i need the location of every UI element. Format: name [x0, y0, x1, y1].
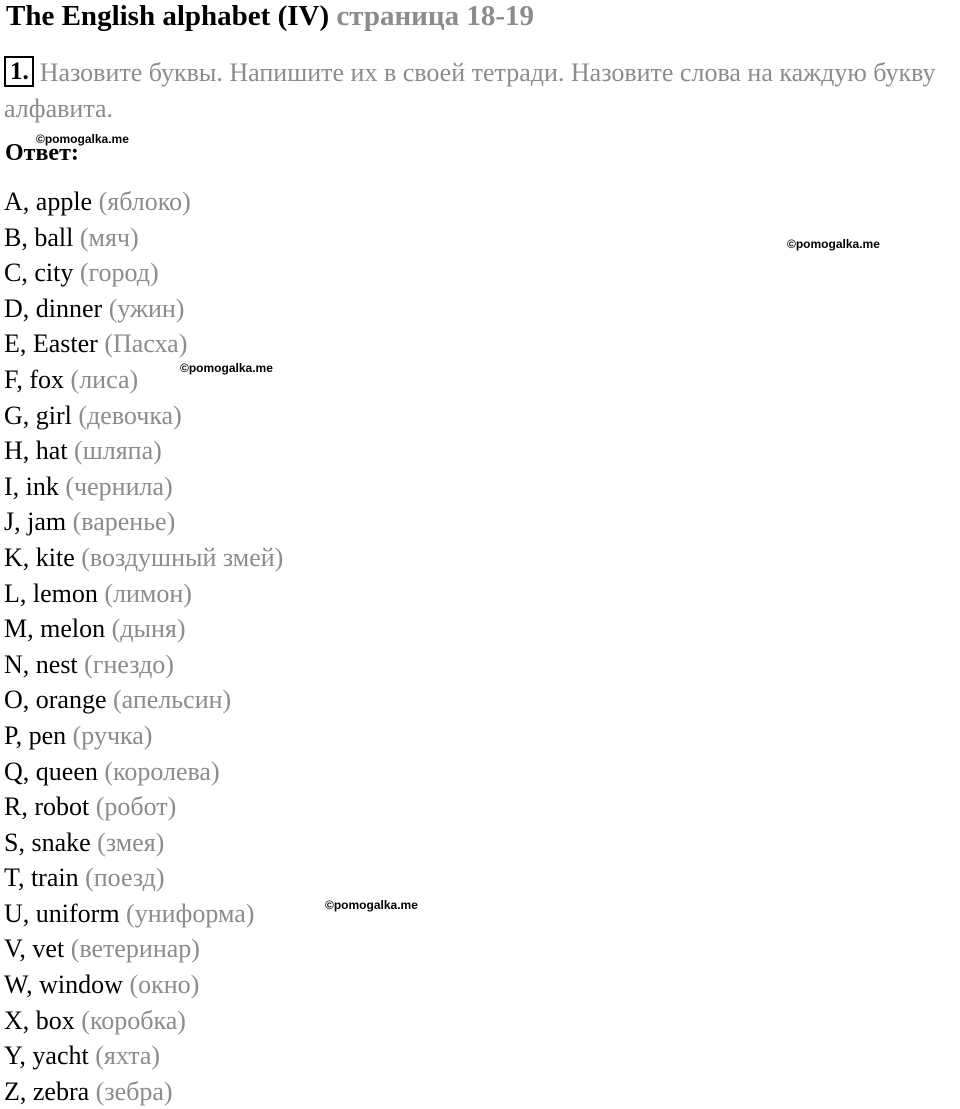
alphabet-word-item — [4, 1074, 283, 1109]
alphabet-word-item — [4, 825, 283, 861]
russian-translation: (окно) — [129, 970, 200, 1000]
english-word: A, apple — [4, 187, 93, 216]
page-title — [6, 0, 534, 34]
alphabet-word-item — [4, 682, 283, 718]
russian-translation: (униформа) — [126, 898, 255, 928]
russian-translation: (девочка) — [78, 400, 182, 430]
russian-translation: (королева) — [104, 756, 220, 786]
russian-translation: (воздушный змей) — [81, 542, 284, 572]
english-word: U, uniform — [4, 898, 120, 928]
alphabet-word-item — [4, 184, 283, 220]
russian-translation: (дыня) — [111, 614, 186, 644]
english-word: H, hat — [4, 436, 68, 466]
english-word: V, vet — [4, 934, 65, 964]
english-word: P, pen — [4, 720, 67, 750]
english-word: S, snake — [4, 827, 91, 857]
russian-translation: (ветеринар) — [70, 934, 200, 964]
alphabet-word-item — [4, 1038, 283, 1074]
alphabet-word-item — [4, 291, 283, 327]
alphabet-word-item — [4, 931, 283, 967]
russian-translation: (змея) — [97, 827, 165, 857]
russian-translation: (робот) — [95, 792, 177, 822]
russian-translation: (чернила) — [65, 471, 173, 501]
alphabet-word-item — [4, 255, 283, 291]
watermark: ©pomogalka.me — [180, 361, 273, 375]
alphabet-word-item — [4, 504, 283, 540]
alphabet-word-item — [4, 754, 283, 790]
russian-translation: (зебра) — [95, 1076, 173, 1106]
russian-translation: (апельсин) — [113, 685, 232, 715]
russian-translation: (коробка) — [81, 1005, 186, 1035]
alphabet-word-item — [4, 469, 283, 505]
english-word: D, dinner — [4, 293, 103, 323]
russian-translation: (город) — [79, 258, 159, 288]
alphabet-word-item — [4, 540, 283, 576]
watermark: ©pomogalka.me — [787, 237, 880, 251]
alphabet-word-item — [4, 362, 283, 398]
english-word: F, fox — [4, 364, 65, 394]
alphabet-word-item — [4, 326, 283, 362]
english-word: R, robot — [4, 792, 90, 822]
english-word: Y, yacht — [4, 1041, 89, 1071]
alphabet-word-item — [4, 789, 283, 825]
answer-word-list — [4, 184, 283, 1109]
russian-translation: (лимон) — [104, 578, 192, 608]
alphabet-word-item — [4, 220, 283, 256]
watermark: ©pomogalka.me — [36, 132, 129, 146]
english-word: T, train — [4, 863, 79, 893]
russian-translation: (ручка) — [72, 720, 153, 750]
alphabet-word-item — [4, 611, 283, 647]
alphabet-word-item — [4, 718, 283, 754]
english-word: C, city — [4, 258, 74, 288]
english-word: K, kite — [4, 542, 75, 572]
task-block — [4, 55, 954, 127]
english-word: Z, zebra — [4, 1076, 90, 1106]
english-word: Q, queen — [4, 756, 98, 786]
task-number-badge: 1. — [4, 56, 34, 87]
russian-translation: (варенье) — [72, 507, 176, 537]
watermark: ©pomogalka.me — [325, 898, 418, 912]
alphabet-word-item — [4, 860, 283, 896]
alphabet-word-item — [4, 576, 283, 612]
russian-translation: (яблоко) — [98, 187, 191, 216]
english-word: E, Easter — [4, 329, 98, 359]
english-word: B, ball — [4, 222, 74, 252]
english-word: I, ink — [4, 471, 59, 501]
russian-translation: (мяч) — [79, 222, 139, 252]
alphabet-word-item — [4, 647, 283, 683]
alphabet-word-item — [4, 1003, 283, 1039]
english-word: J, jam — [4, 507, 67, 537]
russian-translation: (Пасха) — [104, 329, 188, 359]
russian-translation: (шляпа) — [74, 436, 162, 466]
russian-translation: (яхта) — [95, 1041, 161, 1071]
english-word: O, orange — [4, 685, 107, 715]
russian-translation: (гнездо) — [84, 649, 174, 679]
alphabet-word-item — [4, 896, 283, 932]
task-instruction: Назовите буквы. Напишите их в своей тетради. Назовите слова на каждую букву алфавита. — [4, 58, 936, 123]
english-word: M, melon — [4, 614, 106, 644]
title-page-ref: страница 18-19 — [336, 0, 534, 32]
russian-translation: (ужин) — [108, 293, 185, 323]
english-word: N, nest — [4, 649, 78, 679]
alphabet-word-item — [4, 398, 283, 434]
answer-label: Ответ: — [5, 140, 79, 166]
english-word: W, window — [4, 970, 123, 1000]
alphabet-word-item — [4, 433, 283, 469]
title-main: The English alphabet (IV) — [6, 0, 330, 32]
english-word: X, box — [4, 1005, 75, 1035]
russian-translation: (поезд) — [85, 863, 165, 893]
russian-translation: (лиса) — [70, 364, 139, 394]
english-word: L, lemon — [4, 578, 98, 608]
alphabet-word-item — [4, 967, 283, 1003]
english-word: G, girl — [4, 400, 72, 430]
